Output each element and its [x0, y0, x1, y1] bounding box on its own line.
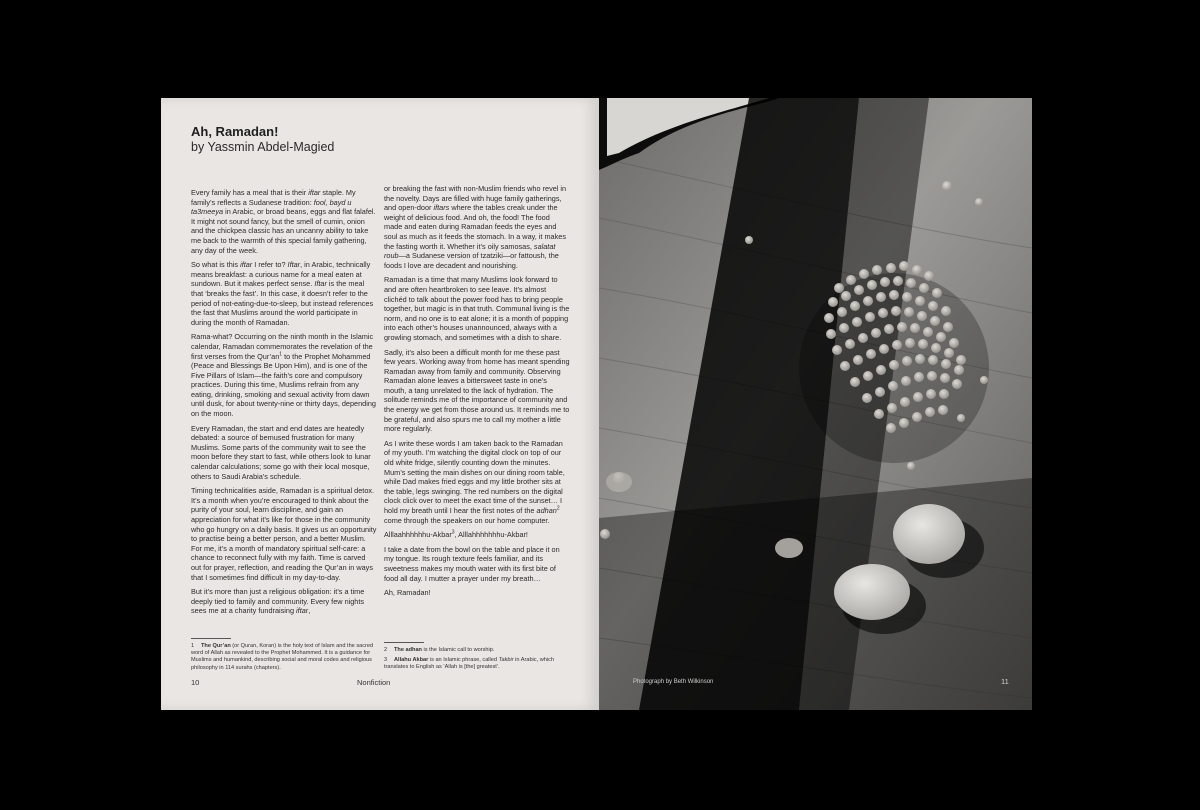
text-run: (or Quran, Koran) is the holy text of Islam and the sacred word of Allah as revealed to the Prophet Mohammed. It is a guidance for Muslims and humankind, describing social and moral codes and religious philosophy in 114 surahs (chapters). [191, 643, 374, 671]
text-run: iftar [296, 606, 309, 616]
text-run: adhan [536, 506, 557, 515]
text-run: , [308, 606, 311, 616]
section-label: Nonfiction [357, 678, 391, 687]
footnote-number: 2 [384, 647, 388, 653]
text-run: or breaking the fast with non-Muslim friends who revel in the novelty. Days are filled with huge family gatherings, and open-door [384, 184, 567, 213]
text-run: , in Arabic, technically means breakfast: a curious name for a meal eaten at sundown. But it makes perfect sense. [191, 260, 371, 289]
text-run: is the meal that ‘breaks the fast’. In this case, it doesn’t refer to the period of not-eating-due-to-sleep, but instead references the fast that Muslims around the world participate in during the month of Ramadan. [191, 279, 374, 327]
body-paragraph [384, 530, 570, 540]
text-run: I take a date from the bowl on the table and place it on my tongue. Its rough texture feels familiar, and its sweetness makes my mouth water with its first bite of food all day. I mutter a prayer under my breath… [384, 544, 560, 583]
text-run: Alllaahhhhhhu-Akbar [384, 530, 452, 540]
text-run: As I write these words I am taken back to the Ramadan of my youth. I’m watching the digital clock on top of our old white fridge, silently counting down the minutes. Mum’s setting the main dishes on our dining room table, while Dad makes fried eggs and my little brother sits at the table, legs swinging. The red numbers on the digital clock click over to meet the exact time of the sunset… I hold my breath until I hear the first notes of the [384, 438, 565, 515]
body-paragraph [384, 545, 570, 583]
text-run: salatat roub [384, 241, 556, 261]
body-paragraph [384, 439, 570, 525]
footnote-marker: 1 [279, 351, 283, 358]
body-paragraph [191, 188, 377, 255]
footnote [191, 643, 377, 672]
page-number-left: 10 [191, 678, 200, 687]
text-run: I refer to? [252, 260, 288, 270]
article-title: Ah, Ramadan! [191, 124, 279, 139]
body-paragraph [191, 486, 377, 582]
body-paragraph [384, 588, 570, 598]
text-run: Sadly, it’s also been a difficult month for me these past few years. Working away from home has meant spending Ramadan away from family and community. Observing Ramadan alone leaves a bittersweet taste in one’s mouth, a tang unrelated to the lack of hydration. The solitude reminds me of the importance of community and the energy we get from those around us. It reminds me to be grateful, and also spurs me to call my mother a little more regularly. [384, 347, 570, 434]
text-run: Takbir [498, 657, 514, 664]
text-run: is an Islamic phrase, called [428, 657, 499, 664]
body-paragraph [191, 260, 377, 327]
text-run: to the Prophet Mohammed (Peace and Blessings Be Upon Him), and is one of the Five Pillars of Islam—the faith’s core and compulsory practices. During this time, Muslims refrain from any eating, drinking, smoking and sexual activity from dawn until dusk, for about twenty-nine or thirty days, depending on the moon. [191, 351, 376, 419]
footnote [384, 657, 570, 671]
text-run: —a Sudanese version of tzatziki—or fattoush, the foods I love are decadent and nourishing. [384, 251, 559, 270]
text-run: fool, bayd u ta3meeya [191, 197, 352, 217]
footnotes-left [191, 638, 377, 675]
footnote-marker: 2 [556, 505, 560, 512]
page-number-right: 11 [1001, 677, 1009, 686]
text-run: Rama-what? Occurring on the ninth month in the Islamic calendar, Ramadan commemorates the revelation of the first verses from the Qur’an [191, 332, 374, 361]
text-run: in Arabic, or broad beans, eggs and flat falafel. It might not sound fancy, but the smell of cumin, onion and the chickpea classic has an uncanny ability to take me back to the warmth of this special family gathering, any day of the week. [191, 207, 376, 255]
text-run: is the Islamic call to worship. [421, 647, 495, 653]
text-run: in Arabic, which translates to English as ‘Allah is [the] greatest’. [384, 657, 555, 671]
body-paragraph [191, 587, 377, 616]
text-run: Allahu Akbar [394, 657, 429, 664]
text-run: Every family has a meal that is their [191, 188, 309, 197]
text-run: Ramadan is a time that many Muslims look forward to and are often heartbroken to see leave. It’s almost clichéd to talk about the power food has to bring people together, but magic is in that truth. Communal living is the norm, and no one is to eat alone; it is a month of popping into each other’s houses unannounced, always with a growling stomach, and sometimes with a dish to share. [384, 275, 570, 342]
chickpeas-eggs-photo [599, 98, 1032, 710]
footnote-marker: 3 [451, 529, 455, 536]
right-page-photo [599, 98, 1032, 710]
article-byline: by Yassmin Abdel-Magied [191, 140, 335, 154]
text-run: The Qur’an [201, 643, 231, 649]
body-paragraph [384, 348, 570, 434]
footnotes-right [384, 642, 570, 675]
body-paragraph [191, 332, 377, 418]
text-run: Iftar [287, 260, 301, 270]
text-run: Iftar [314, 279, 327, 289]
photo-credit: Photograph by Beth Wilkinson [633, 679, 714, 685]
text-run: iftars [433, 203, 450, 213]
text-run: iftar [308, 188, 321, 197]
text-run: The adhan [394, 647, 422, 653]
text-run: where the tables creak under the weight of delicious food. And oh, the food! The food made and eaten during Ramadan feeds the eyes and soul as much as it feeds the stomach. In a way, it makes the fasting worth it. Whether it’s oily samosas, [384, 203, 566, 251]
text-run: , Alllahhhhhhhu-Akbar! [454, 530, 528, 540]
body-paragraph [191, 424, 377, 482]
footnote-rule [384, 642, 424, 643]
text-run: staple. My family’s reflects a Sudanese tradition: [191, 188, 356, 207]
body-paragraph [384, 275, 570, 342]
body-paragraph [384, 184, 570, 270]
body-column-left [191, 188, 377, 621]
footnote-rule [191, 638, 231, 639]
text-run: Timing technicalities aside, Ramadan is a spiritual detox. It’s a month when you’re encouraged to think about the purity of your soul, learn discipline, and gain an appreciation for what it’s like for those in the community who go hungry on a daily basis. It gives us an opportunity to practise being a better person, and a better Muslim. For me, it’s a month of mandatory spiritual self-care: a chance to reconnect fully with my faith. Time is carved out for prayer, reflection, and reading the Qur’an in ways that I sometimes find difficult in my day-to-day. [191, 486, 377, 582]
footnote [384, 647, 570, 654]
text-run: come through the speakers on our home computer. [384, 515, 550, 525]
footnote-number: 1 [191, 643, 195, 649]
text-run: Ah, Ramadan! [384, 588, 431, 598]
text-run: iftar [240, 260, 253, 270]
text-run: Every Ramadan, the start and end dates are heatedly debated: a source of bemused frustration for many Muslims. Some parts of the community wait to see the moon before they start to fast, while others look to lunar calendar calculations; some go with their local mosque, others to Saudi Arabia’s schedule. [191, 423, 371, 481]
footnote-number: 3 [384, 657, 388, 664]
left-page [161, 98, 599, 710]
text-run: But it’s more than just a religious obligation: it’s a time deeply tied to family and community. Every few nights sees me at a charity fundraising [191, 587, 365, 616]
body-column-right [384, 184, 570, 603]
text-run: So what is this [191, 260, 241, 270]
